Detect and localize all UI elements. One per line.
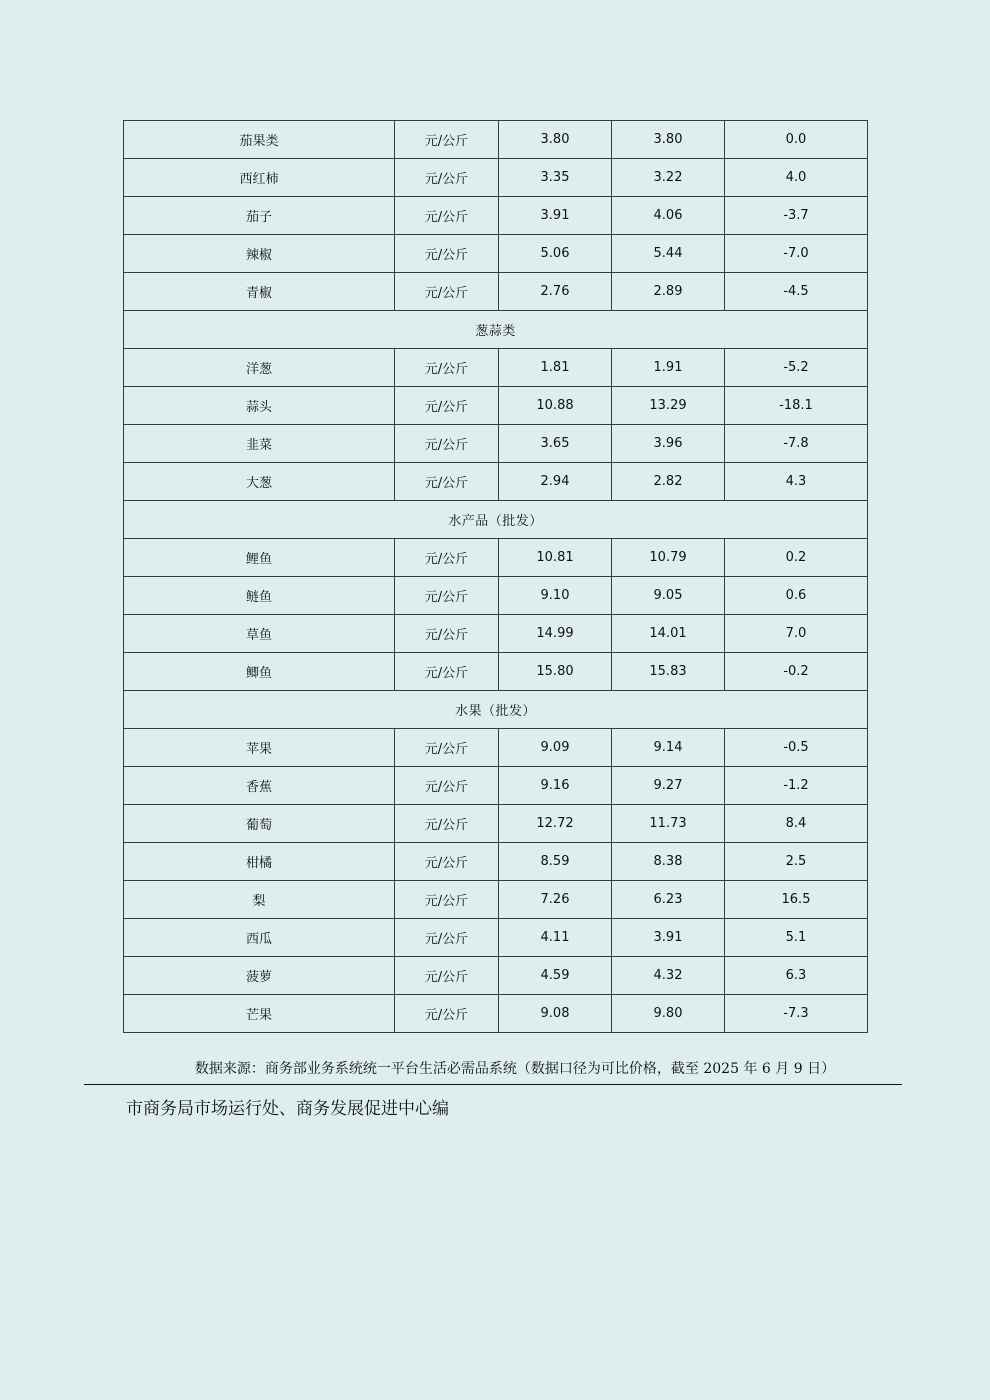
previous-price-cell: 10.79 [612,539,725,577]
unit-cell: 元/公斤 [395,387,499,425]
table-row [124,463,868,501]
item-name-cell: 西瓜 [124,919,395,957]
item-name-cell: 草鱼 [124,615,395,653]
change-percent-cell: 0.2 [725,539,868,577]
table-row [124,349,868,387]
previous-price-cell: 3.91 [612,919,725,957]
section-title: 水产品（批发） [124,501,868,539]
item-name-cell: 茄果类 [124,121,395,159]
item-name-cell: 洋葱 [124,349,395,387]
unit-cell: 元/公斤 [395,159,499,197]
unit-cell: 元/公斤 [395,729,499,767]
change-percent-cell: 5.1 [725,919,868,957]
change-percent-cell: -18.1 [725,387,868,425]
change-percent-cell: -5.2 [725,349,868,387]
table-row [124,197,868,235]
change-percent-cell: 16.5 [725,881,868,919]
unit-cell: 元/公斤 [395,843,499,881]
table-row [124,881,868,919]
unit-cell: 元/公斤 [395,957,499,995]
change-percent-cell: -3.7 [725,197,868,235]
previous-price-cell: 9.14 [612,729,725,767]
previous-price-cell: 4.32 [612,957,725,995]
item-name-cell: 葡萄 [124,805,395,843]
current-price-cell: 3.35 [499,159,612,197]
unit-cell: 元/公斤 [395,235,499,273]
current-price-cell: 15.80 [499,653,612,691]
table-row [124,159,868,197]
item-name-cell: 芒果 [124,995,395,1033]
change-percent-cell: -4.5 [725,273,868,311]
item-name-cell: 鲫鱼 [124,653,395,691]
item-name-cell: 鲤鱼 [124,539,395,577]
unit-cell: 元/公斤 [395,463,499,501]
previous-price-cell: 13.29 [612,387,725,425]
unit-cell: 元/公斤 [395,615,499,653]
item-name-cell: 大葱 [124,463,395,501]
previous-price-cell: 2.89 [612,273,725,311]
item-name-cell: 鲢鱼 [124,577,395,615]
change-percent-cell: -7.8 [725,425,868,463]
change-percent-cell: -1.2 [725,767,868,805]
item-name-cell: 香蕉 [124,767,395,805]
previous-price-cell: 3.22 [612,159,725,197]
change-percent-cell: -7.3 [725,995,868,1033]
current-price-cell: 3.80 [499,121,612,159]
previous-price-cell: 9.80 [612,995,725,1033]
unit-cell: 元/公斤 [395,539,499,577]
change-percent-cell: 4.3 [725,463,868,501]
current-price-cell: 2.76 [499,273,612,311]
item-name-cell: 柑橘 [124,843,395,881]
previous-price-cell: 11.73 [612,805,725,843]
section-title: 葱蒜类 [124,311,868,349]
previous-price-cell: 5.44 [612,235,725,273]
unit-cell: 元/公斤 [395,425,499,463]
section-row [124,691,868,729]
current-price-cell: 10.81 [499,539,612,577]
table-row [124,919,868,957]
table-row [124,425,868,463]
unit-cell: 元/公斤 [395,767,499,805]
table-row [124,767,868,805]
current-price-cell: 2.94 [499,463,612,501]
table-row [124,957,868,995]
table-row [124,387,868,425]
table-row [124,653,868,691]
item-name-cell: 茄子 [124,197,395,235]
change-percent-cell: 7.0 [725,615,868,653]
item-name-cell: 西红柿 [124,159,395,197]
current-price-cell: 10.88 [499,387,612,425]
table-row [124,577,868,615]
change-percent-cell: 6.3 [725,957,868,995]
current-price-cell: 9.16 [499,767,612,805]
change-percent-cell: 4.0 [725,159,868,197]
previous-price-cell: 6.23 [612,881,725,919]
current-price-cell: 9.09 [499,729,612,767]
section-row [124,311,868,349]
current-price-cell: 4.11 [499,919,612,957]
section-title: 水果（批发） [124,691,868,729]
data-source-note: 数据来源：商务部业务系统统一平台生活必需品系统（数据口径为可比价格，截至 2025 年 6 月 9 日） [194,1061,836,1077]
previous-price-cell: 1.91 [612,349,725,387]
editor-note: 市商务局市场运行处、商务发展促进中心编 [126,1099,449,1119]
previous-price-cell: 9.05 [612,577,725,615]
current-price-cell: 9.10 [499,577,612,615]
price-table-body [124,121,868,1033]
current-price-cell: 3.91 [499,197,612,235]
previous-price-cell: 8.38 [612,843,725,881]
previous-price-cell: 4.06 [612,197,725,235]
unit-cell: 元/公斤 [395,273,499,311]
previous-price-cell: 15.83 [612,653,725,691]
previous-price-cell: 3.96 [612,425,725,463]
change-percent-cell: 0.6 [725,577,868,615]
current-price-cell: 5.06 [499,235,612,273]
unit-cell: 元/公斤 [395,995,499,1033]
table-row [124,805,868,843]
table-row [124,843,868,881]
table-row [124,121,868,159]
horizontal-rule [84,1084,902,1085]
current-price-cell: 4.59 [499,957,612,995]
item-name-cell: 蒜头 [124,387,395,425]
change-percent-cell: -7.0 [725,235,868,273]
unit-cell: 元/公斤 [395,653,499,691]
unit-cell: 元/公斤 [395,121,499,159]
item-name-cell: 青椒 [124,273,395,311]
current-price-cell: 7.26 [499,881,612,919]
item-name-cell: 韭菜 [124,425,395,463]
table-row [124,235,868,273]
current-price-cell: 1.81 [499,349,612,387]
table-row [124,539,868,577]
unit-cell: 元/公斤 [395,197,499,235]
unit-cell: 元/公斤 [395,881,499,919]
current-price-cell: 9.08 [499,995,612,1033]
item-name-cell: 梨 [124,881,395,919]
previous-price-cell: 3.80 [612,121,725,159]
change-percent-cell: 2.5 [725,843,868,881]
unit-cell: 元/公斤 [395,919,499,957]
change-percent-cell: 8.4 [725,805,868,843]
previous-price-cell: 14.01 [612,615,725,653]
unit-cell: 元/公斤 [395,577,499,615]
previous-price-cell: 9.27 [612,767,725,805]
table-row [124,995,868,1033]
item-name-cell: 苹果 [124,729,395,767]
item-name-cell: 辣椒 [124,235,395,273]
table-row [124,615,868,653]
unit-cell: 元/公斤 [395,805,499,843]
change-percent-cell: -0.5 [725,729,868,767]
current-price-cell: 3.65 [499,425,612,463]
table-row [124,729,868,767]
item-name-cell: 菠萝 [124,957,395,995]
section-row [124,501,868,539]
current-price-cell: 12.72 [499,805,612,843]
current-price-cell: 14.99 [499,615,612,653]
previous-price-cell: 2.82 [612,463,725,501]
price-table [123,120,868,1033]
unit-cell: 元/公斤 [395,349,499,387]
change-percent-cell: 0.0 [725,121,868,159]
current-price-cell: 8.59 [499,843,612,881]
table-row [124,273,868,311]
change-percent-cell: -0.2 [725,653,868,691]
